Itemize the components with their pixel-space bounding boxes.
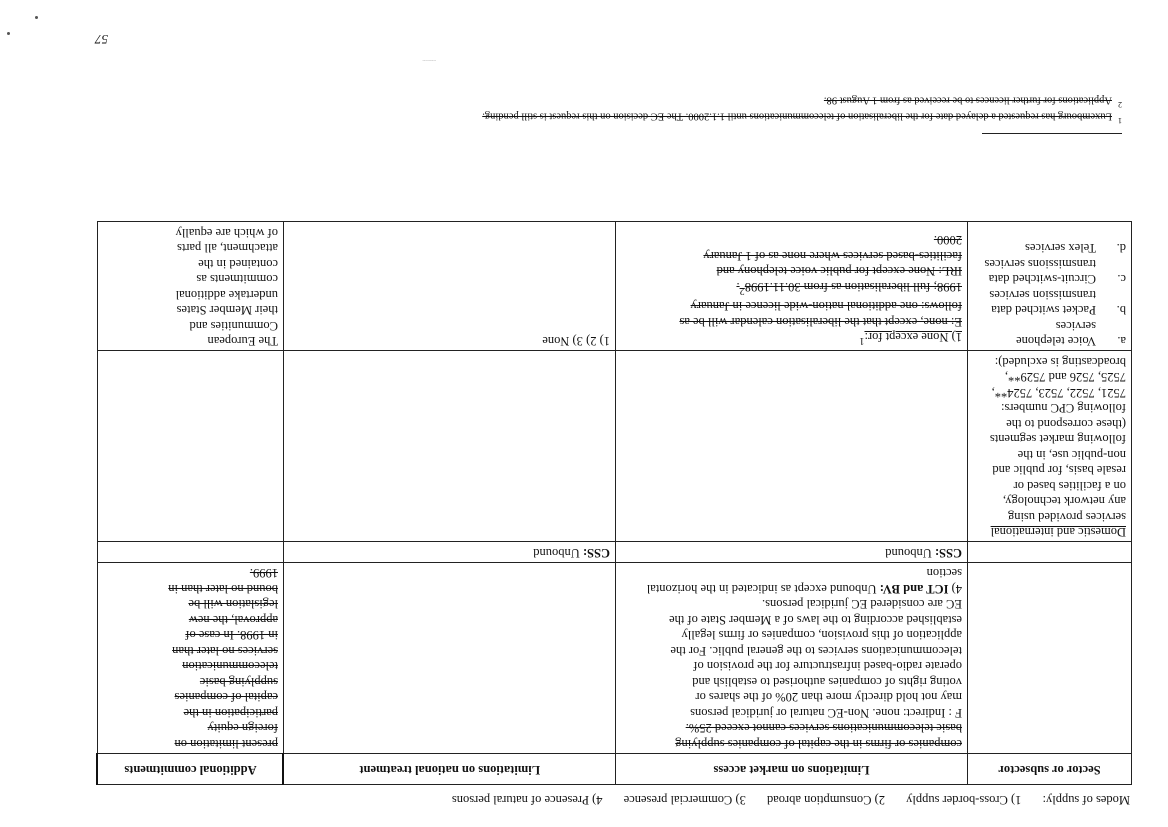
table-row xyxy=(98,351,1132,542)
scan-speck xyxy=(7,32,10,35)
footnote-divider xyxy=(982,133,1122,134)
additional-text-line: contained in the xyxy=(198,257,278,271)
row3-sector xyxy=(968,222,1132,351)
page-number: 57 xyxy=(95,32,108,47)
market-text-line: follows: one additional nation-wide licence in January xyxy=(690,299,962,314)
sector-text-line: on a facilities based or xyxy=(1013,479,1126,493)
market-text-line: may not hold directly more than 20% of the shares or xyxy=(695,690,962,705)
additional-text-line: capital of companies xyxy=(174,690,278,705)
row3-national-treatment: 1) 2) 3) None xyxy=(284,222,616,351)
header-national-treatment: Limitations on national treatment xyxy=(284,754,616,785)
sector-text-line: non-public use, in the xyxy=(1017,448,1126,462)
additional-text-line: approval, the new xyxy=(188,613,278,627)
list-item: a. Voice telephone services xyxy=(1016,319,1126,349)
market-text-line: E: none, except that the liberalisation calendar will be as xyxy=(679,314,962,329)
additional-text-line: foreign equity xyxy=(207,721,278,736)
row1-national-treatment xyxy=(284,563,616,754)
sector-text-line: 7521, 7522, 7523, 7524**, xyxy=(991,386,1126,400)
additional-text-line: present limitation on xyxy=(174,737,278,751)
additional-text-line: undertake additional xyxy=(175,288,278,302)
row2-sector xyxy=(968,351,1132,542)
row2-additional xyxy=(98,351,284,542)
header-market-access: Limitations on market access xyxy=(616,754,968,785)
table-row xyxy=(98,563,1132,754)
market-text-line: companies or firms in the capital of companies supplying xyxy=(675,737,962,751)
mode-2: 2) Consumption abroad xyxy=(766,793,885,807)
additional-text-line: attachment, all parts xyxy=(176,241,278,256)
mode-3: 3) Commercial presence xyxy=(623,793,746,807)
row3-market-access xyxy=(616,222,968,351)
modes-of-supply xyxy=(434,792,1130,807)
additional-text-line: 1999. xyxy=(249,566,278,581)
market-text-line: operate radio-based infrastructure for the provision of xyxy=(693,659,962,674)
sector-text-line: following CPC numbers: xyxy=(1000,401,1126,416)
schedule-table xyxy=(97,222,1133,786)
market-text-line: 1998; full liberalisation as from 30.11.1998$^2$. xyxy=(736,279,962,296)
css-national-treatment: CSS: Unbound xyxy=(284,542,616,563)
modes-label: Modes of supply: xyxy=(1042,793,1130,807)
additional-text-line: The European xyxy=(207,334,278,349)
additional-text-line: bound no later than in xyxy=(168,582,278,596)
market-text-line: application of this provision, companies or firms legally xyxy=(681,628,962,643)
additional-text-line: in 1998. In case of xyxy=(185,628,278,643)
css-sector xyxy=(968,542,1132,563)
css-additional xyxy=(98,542,284,563)
additional-text-line: their Member States xyxy=(176,303,278,318)
market-text-line: 2000. xyxy=(933,233,962,248)
row1-additional xyxy=(98,563,284,754)
additional-text-line: of which are equally xyxy=(175,226,278,240)
market-text-line: F : Indirect: none. Non-EC natural or juridical persons xyxy=(690,706,962,720)
footnote-1: $^1$Luxembourg has requested a delayed date for the liberalisation of telecommunications until 1.1.2000. The EC decision on this request is still pending. xyxy=(482,110,1122,125)
sector-title: Domestic and international xyxy=(990,525,1126,540)
scan-speck xyxy=(35,16,38,19)
additional-text-line: services no later than xyxy=(172,644,278,658)
sector-text-line: (these correspond to the xyxy=(1006,417,1126,431)
scan-mark: ~~~~~ xyxy=(422,57,436,62)
market-text-line: established according to the laws of a Member State of the xyxy=(669,613,962,627)
additional-text-line: commitments as xyxy=(196,272,278,287)
table-header-row xyxy=(98,754,1132,785)
table-row xyxy=(98,542,1132,563)
row2-market-access xyxy=(616,351,968,542)
sector-text-line: services provided using xyxy=(1007,510,1126,524)
market-intro: 1) None except for:$^1$ xyxy=(859,330,962,347)
market-text-line: voting rights of companies authorised to establish and xyxy=(692,675,962,689)
additional-text-line: Communities and xyxy=(189,319,278,333)
list-item: c. Circuit-switched data transmissions services xyxy=(984,257,1126,287)
row2-national-treatment xyxy=(284,351,616,542)
row1-market-access xyxy=(616,563,968,754)
market-text-line: basic telecommunications services cannot exceed 25%. xyxy=(685,721,962,736)
css-market-access: CSS: Unbound xyxy=(616,542,968,563)
footnote-2: $^2$Applications for further licences to be received as from 1 August 98. xyxy=(823,94,1122,109)
list-item: d. Telex services xyxy=(1025,241,1126,256)
market-text-line: IRL: None except for public voice telephony and xyxy=(716,264,962,279)
sector-text-line: resale basis, for public and xyxy=(992,463,1126,478)
row3-additional xyxy=(98,222,284,351)
additional-text-line: legislation will be xyxy=(188,597,278,612)
market-text-line: facilities-based services where none as of 1 January xyxy=(703,248,962,263)
row1-sector xyxy=(968,563,1132,754)
additional-text-line: participation in the xyxy=(183,706,278,720)
list-item: b. Packet switched data transmission services xyxy=(989,288,1126,318)
market-text-line: EC are considered EC juridical persons. xyxy=(762,597,962,612)
sector-text-line: any network technology, xyxy=(1002,494,1126,509)
additional-text-line: telecommunication xyxy=(182,659,278,674)
market-mode4: 4) ICT and BV: Unbound except as indicated in the horizontal section xyxy=(646,566,962,596)
mode-4: 4) Presence of natural persons xyxy=(451,793,603,807)
sector-text-line: broadcasting is excluded): xyxy=(994,355,1126,369)
mode-1: 1) Cross-border supply xyxy=(906,793,1022,807)
sector-text-line: following market segments xyxy=(989,432,1126,447)
table-row xyxy=(98,222,1132,351)
sector-text-line: 7525, 7526 and 7529**, xyxy=(1004,370,1126,385)
market-text-line: telecommunications services to the general public. For the xyxy=(670,644,962,658)
header-sector: Sector or subsector xyxy=(968,754,1132,785)
header-additional-commitments: Additional commitments xyxy=(98,754,284,785)
additional-text-line: supplying basic xyxy=(199,675,278,689)
